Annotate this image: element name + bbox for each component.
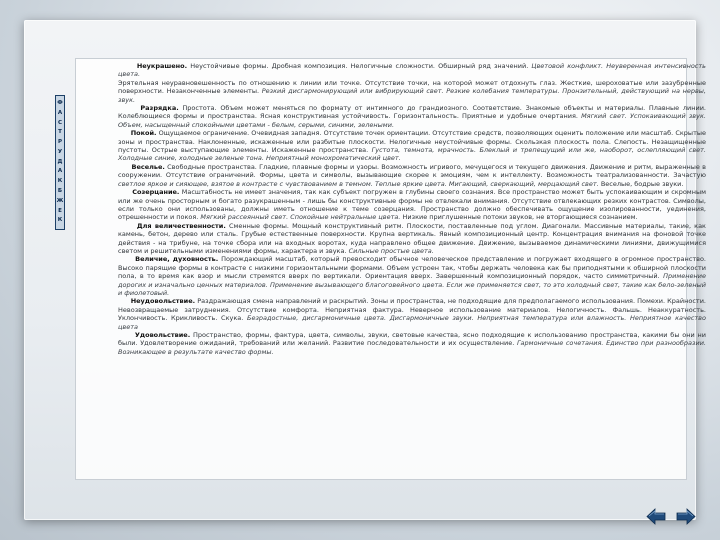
paragraph-italic: Мягкий рассеянный свет. Спокойные нейтральные цвета.: [198, 213, 401, 222]
paragraph-body: Масштабность не имеет значения, так как субъект погружен в глубины своего сознания. Все пространство может быть успокаивающим и скромным или же очень просторным и богато разукрашенным - лишь бы конструктивные формы не отвлекали внимания. Отсутствие отвлекающих резких контрастов. Символы, если только они использованы, должны иметь отношение к теме созерцания. Пространство должно обеспечивать ощущение изолированности, уединения, отрешенности и покоя.: [118, 188, 706, 222]
paragraph-term: Величие, духовность.: [135, 255, 219, 264]
side-letter: Ф: [57, 100, 63, 107]
side-letter: А: [57, 168, 63, 175]
paragraph-term: Веселье.: [131, 162, 165, 171]
arrow-left-icon: [646, 508, 666, 525]
side-letter: А: [57, 109, 63, 116]
side-letter: Е: [58, 207, 62, 214]
paragraph-body: Простота. Объем может меняться по формату от интимного до грандиозного. Соответствие. Знакомые объекты и материалы. Плавные линии. Колеблющиеся формы и пространства. Ясная конструктивная устойчивость. Горизонтальность. Приятные и удобные очертания.: [118, 104, 706, 121]
side-letter: К: [57, 217, 63, 224]
paragraph-term: Неудовольствие.: [130, 297, 196, 306]
paragraph-italic: Безрадостные, дисгармоничные цвета. Дисгармоничные звуки. Неприятная температура или влажность. Неприятное качество цвета: [118, 314, 706, 331]
paragraph-italic: Густота, темнота, мрачность. Блеклый и трепещущий или же, наоборот, ослепляющий свет. Холодные синие, холодные зеленые тона. Неприятный монохроматический цвет.: [118, 146, 706, 163]
paragraph-body: Пространство, формы, фактура, цвета, символы, звуки, световые качества, ясно подходящие к использованию пространства, какими бы они ни были. Удовлетворение ожиданий, требований или желаний. Развитие последовательности и их осуществление.: [118, 331, 706, 348]
side-letter: Ж: [56, 197, 64, 204]
paragraph-tail: Низкие приглушенные потоки звуков, не вторгающиеся сознанием.: [400, 213, 638, 222]
paragraph-body: Раздражающая смена направлений и раскрытий. Зоны и пространства, не подходящие для предполагаемого использования. Помехи. Крайности. Невозвращаемые затруднения. Отсутствие комфорта. Неприятная фактура. Неверное использование материалов. Нелогичность. Фальшь. Неаккуратность. Уклончивость. Крикливость. Скука.: [118, 297, 706, 323]
paragraph-italic: Мягкий свет. Успокаивающий звук. Объем, насыщенный спокойными цветами - белым, серыми, синими, зелеными.: [118, 112, 706, 129]
paragraph: [118, 297, 706, 331]
next-slide-button[interactable]: [676, 508, 696, 525]
paragraph-body: Ощущаемое ограничение. Очевидная западня. Отсутствие точек ориентации. Отсутствие средств, позволяющих оценить положение или масштаб. Скрытые зоны и пространства. Наклоненные, искаженные или разбитые плоскости. Нелогичные неустойчивые формы. Скользкая плоскость пола. Слепость. Незащищенные пустоты. Острые выступающие элементы. Искаженные пространства.: [118, 129, 706, 155]
prev-slide-button[interactable]: [646, 508, 666, 525]
paragraph-term: Удовольствие.: [134, 331, 191, 339]
paragraph-term: Покой.: [130, 129, 157, 138]
paragraph: [118, 79, 706, 104]
paragraph-italic: Цветовой конфликт. Неуверенная интенсивность цвета.: [118, 62, 706, 79]
paragraph-term: Разрядка.: [140, 104, 179, 113]
paragraph: [118, 104, 706, 129]
side-letter: Б: [57, 188, 63, 195]
paragraph: [118, 163, 706, 188]
paragraph-term: Неукрашено.: [136, 62, 188, 70]
side-letter: К: [57, 178, 63, 185]
paragraph-term: Созерцание.: [132, 188, 180, 197]
paragraph-body: Порождающий масштаб, который превосходит обычное человеческое представление и погружает входящего в огромное пространство. Высоко парящие формы в контрасте с низкими горизонтальными формами. Объем устроен так, чтобы держать человека как бы приподнятыми к обширной плоскости пола, в то время как взор и мысли стремятся вверх по вертикали. Ориентация вверх. Завершенный композиционный порядок, часто симметричный.: [118, 255, 706, 281]
paragraph-term: Для величественности.: [136, 221, 226, 230]
side-letter: У: [57, 148, 63, 155]
paragraph-italic: Применение дорогих и изначально ценных материалов. Применение вызывающего благоговейного цвета. Если же применяется свет, то это холодный свет, такие как бело-зеленый и фиолетовый.: [118, 272, 706, 297]
paragraph-tail: Веселые, бодрые звуки.: [598, 179, 684, 188]
paragraph-body: Эрятельная неуравновешенность по отношению к линии или точке. Отсутствие точки, на которой может отдохнуть глаз. Жесткие, шероховатые или зазубренные поверхности. Незаконченные элементы.: [118, 78, 706, 96]
side-letter: Д: [57, 158, 63, 165]
side-label-bar: [55, 95, 65, 230]
paragraph-italic: Гармоничные сочетания. Единство при разнообразии. Возникающее в результате качество формы.: [118, 339, 706, 356]
paragraph: [118, 129, 706, 163]
paragraph-italic: светлое яркое и сияющее, взятое в контрасте с чувствованием в темном. Теплые яркие цвета. Мигающий, сверкающий, мерцающий свет.: [118, 179, 599, 188]
body-text: [118, 62, 706, 356]
paragraph-body: Сменные формы. Мощный конструктивный ритм. Плоскости, поставленные под углом. Диагонали. Массивные материалы, такие, как камень, бетон, дерево или сталь. Грубые естественные поверхности. Крупна вертикаль. Явный композиционный центр. Концентрация внимания на фоновой точке действия - на трибуне, на точке сбора или на входных воротах, куда направлено общее движение. Движение, вызываемое динамическими линиями, движущимися светом и решительными изменениями формы, характера и звука.: [118, 221, 706, 255]
paragraph: [118, 62, 706, 79]
side-letter: Р: [57, 139, 63, 146]
paragraph: [118, 188, 706, 222]
paragraph: [118, 255, 706, 297]
paragraph: [118, 331, 706, 356]
side-letter: Т: [58, 129, 62, 136]
paragraph-italic: Сильные простые цвета.: [346, 246, 434, 255]
paragraph-italic: Резкий дисгармонирующий или вибрирующий свет. Резкие колебания температуры. Пронзительный, действующий на нервы, звук.: [118, 87, 706, 104]
paragraph-body: Свободные пространства. Гладкие, плавные формы и узоры. Возможность игривого, мечущегося и текущего движения. Движение и ритм, выраженные в сооружении. Отсутствие ограничений. Формы, цвета и символы, вызывающие скорее к эмоциям, чем к интеллекту. Возможность театрализованности. Зачастую: [118, 162, 706, 180]
side-letter: С: [57, 119, 63, 126]
paragraph-body: Неустойчивые формы. Дробная композиция. Нелогичные сложности. Обширный ряд значений.: [187, 62, 529, 70]
paragraph: [118, 222, 706, 256]
arrow-right-icon: [676, 508, 696, 525]
